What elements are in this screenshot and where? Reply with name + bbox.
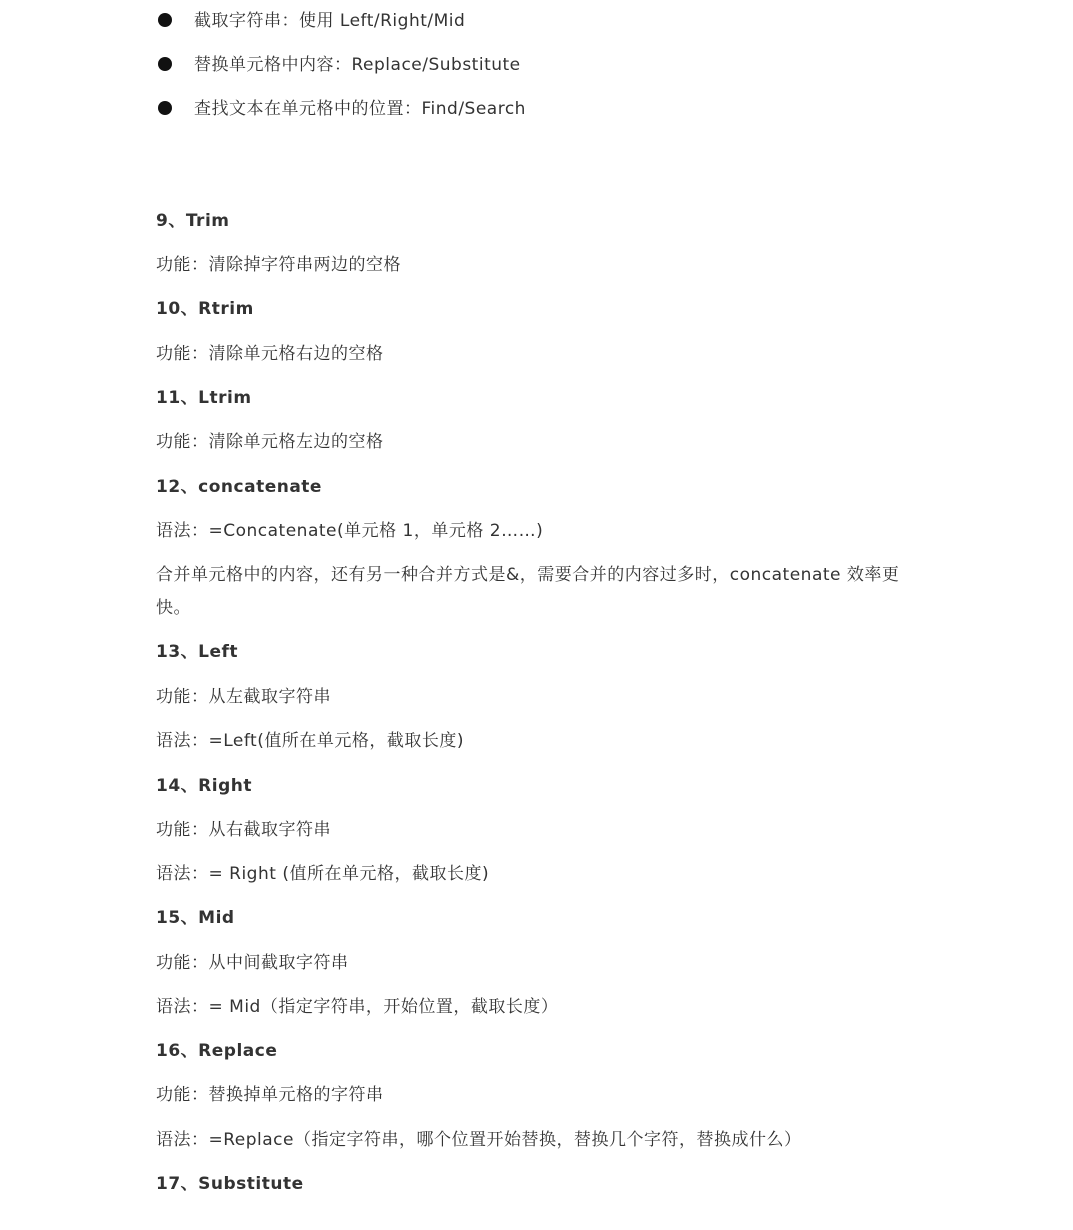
section-heading-trim: 9、Trim <box>156 211 230 231</box>
section-syntax-right: 语法：= Right (值所在单元格，截取长度) <box>156 864 490 884</box>
list-item-text: 查找文本在单元格中的位置：Find/Search <box>194 99 526 119</box>
section-heading-left: 13、Left <box>156 642 239 662</box>
section-heading-ltrim: 11、Ltrim <box>156 388 252 408</box>
list-item-text: 替换单元格中内容：Replace/Substitute <box>194 55 521 75</box>
section-function-right: 功能：从右截取字符串 <box>156 820 331 840</box>
section-heading-right: 14、Right <box>156 776 252 796</box>
section-heading-substitute: 17、Substitute <box>156 1174 304 1194</box>
bullet-icon <box>158 13 172 27</box>
section-function-mid: 功能：从中间截取字符串 <box>156 953 349 973</box>
section-heading-mid: 15、Mid <box>156 908 235 928</box>
list-item-text: 截取字符串：使用 Left/Right/Mid <box>194 11 466 31</box>
section-heading-replace: 16、Replace <box>156 1041 278 1061</box>
section-function-replace: 功能：替换掉单元格的字符串 <box>156 1085 384 1105</box>
section-note-concatenate: 合并单元格中的内容，还有另一种合并方式是&，需要合并的内容过多时，concatenate 效率更快。 <box>156 565 900 618</box>
section-heading-concatenate: 12、concatenate <box>156 477 322 497</box>
section-function-rtrim: 功能：清除单元格右边的空格 <box>156 344 384 364</box>
section-function-ltrim: 功能：清除单元格左边的空格 <box>156 432 384 452</box>
section-syntax-left: 语法：=Left(值所在单元格，截取长度) <box>156 731 464 751</box>
section-syntax-mid: 语法：= Mid（指定字符串，开始位置，截取长度） <box>156 997 559 1017</box>
list-item <box>157 52 526 96</box>
list-item <box>157 96 526 140</box>
bullet-icon <box>158 57 172 71</box>
section-syntax-concatenate: 语法：=Concatenate(单元格 1，单元格 2……) <box>156 521 544 541</box>
section-syntax-replace: 语法：=Replace（指定字符串，哪个位置开始替换，替换几个字符，替换成什么） <box>156 1130 802 1150</box>
section-function-trim: 功能：清除掉字符串两边的空格 <box>156 255 401 275</box>
bullet-icon <box>158 101 172 115</box>
section-function-left: 功能：从左截取字符串 <box>156 687 331 707</box>
section-heading-rtrim: 10、Rtrim <box>156 299 254 319</box>
list-item <box>157 8 526 52</box>
bullet-list <box>157 8 526 140</box>
